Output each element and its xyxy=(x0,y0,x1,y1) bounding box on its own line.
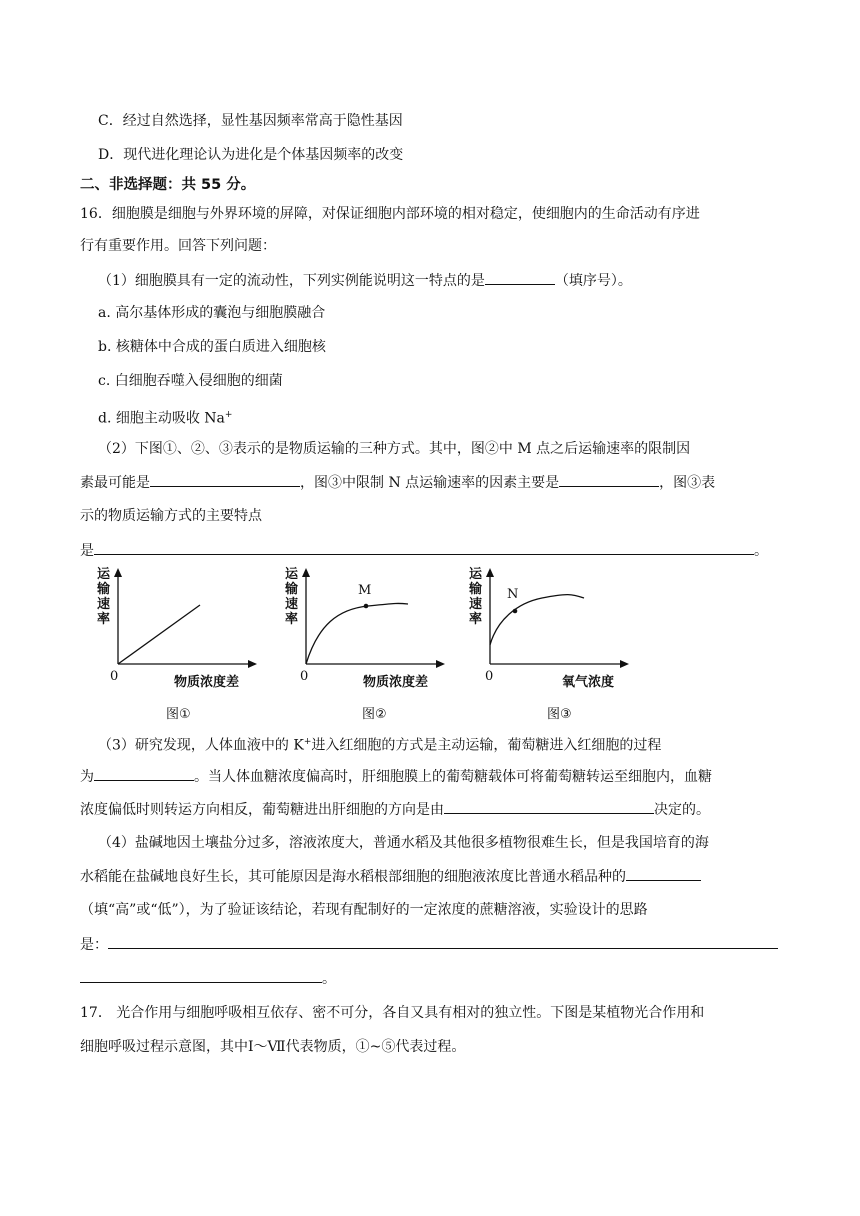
q16-line2: 行有重要作用。回答下列问题： xyxy=(80,238,276,254)
q16-part2-line4 xyxy=(80,540,768,561)
q16-part3-line2-pre: 为 xyxy=(80,769,94,785)
graph-2-point-label: M xyxy=(358,583,372,598)
graph-3 xyxy=(462,565,642,725)
q16-part1 xyxy=(98,270,632,291)
q16-part4-line1: （4）盐碱地因土壤盐分过多，溶液浓度大，普通水稻及其他很多植物很难生长，但是我国培育的海 xyxy=(98,835,709,851)
graph-3-point-n xyxy=(513,609,518,614)
q16-option-c: c. 白细胞吞噬入侵细胞的细菌 xyxy=(98,373,283,389)
q17-line1: 17． 光合作用与细胞呼吸相互依存、密不可分，各自又具有相对的独立性。下图是某植物光合作用和 xyxy=(80,1005,705,1021)
q16-part2-line2-a: 素最可能是 xyxy=(80,475,150,491)
graph-1-plot xyxy=(90,565,270,685)
graph-3-curve xyxy=(490,595,584,645)
graph-2-xlabel: 物质浓度差 xyxy=(363,675,429,690)
q16-part2-line1: （2）下图①、②、③表示的是物质运输的三种方式。其中，图②中 M 点之后运输速率的限制因 xyxy=(98,441,691,457)
q16-part3-line1-pre: （3）研究发现，人体血液中的 K xyxy=(98,737,304,754)
superscript-plus-k: + xyxy=(303,737,312,747)
graph-3-ylabel: 运 输 速 率 xyxy=(468,567,482,627)
graph-2-ylabel: 运 输 速 率 xyxy=(284,567,298,627)
graph-1-y-arrow xyxy=(114,568,122,577)
answer-blank-7[interactable] xyxy=(626,866,701,881)
graph-2-y-arrow xyxy=(302,568,310,577)
superscript-plus: + xyxy=(224,410,233,420)
graph-3-x-arrow xyxy=(620,660,629,668)
q16-part4-line3: （填“高”或“低”），为了验证该结论，若现有配制好的一定浓度的蔗糖溶液，实验设计的思路 xyxy=(80,902,648,918)
graph-3-plot xyxy=(462,565,642,685)
answer-blank-3[interactable] xyxy=(559,472,659,487)
graph-2 xyxy=(278,565,458,725)
q16-part3-line2-post: 。当人体血糖浓度偏高时，肝细胞膜上的葡萄糖载体可将葡萄糖转运至细胞内，血糖 xyxy=(194,769,712,785)
graph-1 xyxy=(90,565,270,725)
graph-2-x-arrow xyxy=(436,660,445,668)
q16-part2-line2 xyxy=(80,472,715,493)
graph-1-ylabel: 运 输 速 率 xyxy=(96,567,110,627)
option-c: C．经过自然选择，显性基因频率常高于隐性基因 xyxy=(98,113,403,129)
answer-blank-6[interactable] xyxy=(444,799,654,814)
section-title: 二、非选择题：共 55 分。 xyxy=(80,177,256,193)
answer-blank-8[interactable] xyxy=(108,934,778,949)
graph-1-curve xyxy=(118,605,200,664)
q16-part1-text: （1）细胞膜具有一定的流动性，下列实例能说明这一特点的是 xyxy=(98,273,485,289)
q16-part4-line4 xyxy=(80,934,778,955)
q16-part3-line3-post: 决定的。 xyxy=(654,802,710,818)
q16-part2-line2-b: ，图③中限制 N 点运输速率的因素主要是 xyxy=(300,475,560,491)
answer-blank-4[interactable] xyxy=(94,540,754,555)
q16-part2-line4-post: 。 xyxy=(754,543,768,559)
q16-part2-line4-pre: 是 xyxy=(80,543,94,559)
answer-blank-9[interactable] xyxy=(80,968,322,983)
q16-part3-line2 xyxy=(80,766,712,787)
graph-2-point-m xyxy=(364,604,369,609)
q16-part4-line2 xyxy=(80,866,701,887)
graph-2-caption: 图② xyxy=(362,707,387,722)
q16-part1-suffix: （填序号）。 xyxy=(554,273,632,289)
graph-2-origin: 0 xyxy=(300,669,309,684)
q16-part3-line1 xyxy=(98,732,661,756)
option-d: D．现代进化理论认为进化是个体基因频率的改变 xyxy=(98,147,404,163)
answer-blank-1[interactable] xyxy=(485,270,555,285)
q16-part4-line2-text: 水稻能在盐碱地良好生长，其可能原因是海水稻根部细胞的细胞液浓度比普通水稻品种的 xyxy=(80,869,626,885)
graph-2-curve xyxy=(306,603,408,664)
graph-3-origin: 0 xyxy=(485,669,494,684)
q16-option-b: b. 核糖体中合成的蛋白质进入细胞核 xyxy=(98,339,326,355)
graph-3-point-label: N xyxy=(507,587,519,602)
q16-option-d-text: d. 细胞主动吸收 Na xyxy=(98,410,225,427)
q16-part3-line3-pre: 浓度偏低时则转运方向相反，葡萄糖进出肝细胞的方向是由 xyxy=(80,802,444,818)
q16-part2-line3: 示的物质运输方式的主要特点 xyxy=(80,508,262,524)
graph-1-caption: 图① xyxy=(166,707,191,722)
q16-part3-line3 xyxy=(80,799,710,820)
graph-3-xlabel: 氧气浓度 xyxy=(562,675,615,690)
graph-1-xlabel: 物质浓度差 xyxy=(174,675,240,690)
graph-1-x-arrow xyxy=(248,660,257,668)
q16-option-d xyxy=(98,405,232,429)
q16-part3-line1-post: 进入红细胞的方式是主动运输，葡萄糖进入红细胞的过程 xyxy=(311,737,662,754)
graph-3-caption: 图③ xyxy=(547,707,572,722)
graph-1-origin: 0 xyxy=(110,669,119,684)
q16-part2-line2-c: ，图③表 xyxy=(659,475,716,491)
q16-part4-line4-text: 是： xyxy=(80,937,108,953)
q16-part4-line5 xyxy=(80,968,336,989)
q16-option-a: a. 高尔基体形成的囊泡与细胞膜融合 xyxy=(98,305,326,321)
q16-line1: 16．细胞膜是细胞与外界环境的屏障，对保证细胞内部环境的相对稳定，使细胞内的生命活动有序进 xyxy=(80,206,700,222)
q16-part4-line5-post: 。 xyxy=(322,971,336,987)
answer-blank-5[interactable] xyxy=(94,766,194,781)
graph-3-y-arrow xyxy=(486,568,494,577)
q17-line2: 细胞呼吸过程示意图，其中Ⅰ～Ⅶ代表物质，①~⑤代表过程。 xyxy=(80,1039,466,1055)
answer-blank-2[interactable] xyxy=(150,472,300,487)
